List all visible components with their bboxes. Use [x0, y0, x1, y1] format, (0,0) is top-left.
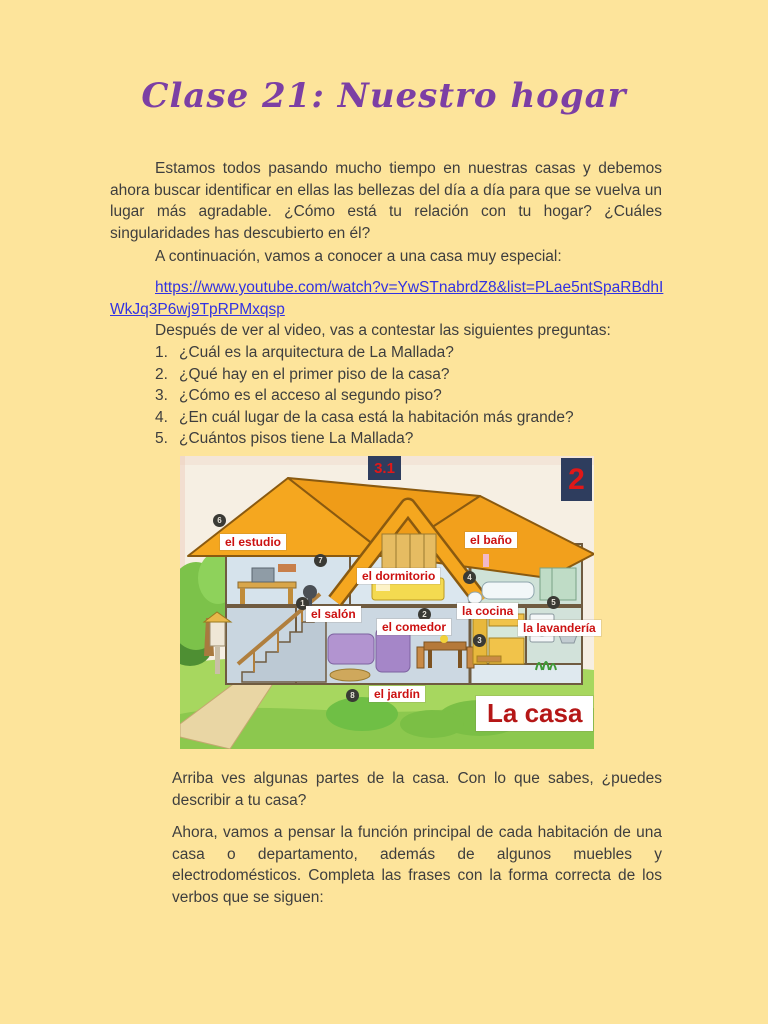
video-lead-paragraph: A continuación, vamos a conocer a una casa muy especial: — [155, 248, 562, 265]
figure-section-badge: 3.1 — [368, 456, 401, 480]
room-label-jardin: el jardín — [369, 686, 425, 702]
question-item — [155, 364, 665, 386]
room-number-marker: 7 — [314, 554, 327, 567]
question-item — [155, 428, 665, 450]
questions-lead-paragraph: Después de ver al video, vas a contestar las siguientes preguntas: — [155, 322, 611, 339]
intro-paragraph: Estamos todos pasando mucho tiempo en nuestras casas y debemos ahora buscar identificar en ellas las bellezas del día a día para que se vuelva un lugar más agradable. ¿Cómo está tu relación con tu hogar? ¿Cuáles singularidades has descubierto en él? — [110, 160, 662, 242]
room-label-bano: el baño — [465, 532, 517, 548]
question-text: ¿Qué hay en el primer piso de la casa? — [179, 365, 450, 383]
page-title: Clase 21: Nuestro hogar — [141, 76, 627, 116]
room-label-dormitorio: el dormitorio — [357, 568, 440, 584]
room-label-cocina: la cocina — [457, 603, 518, 619]
question-text: ¿Cuántos pisos tiene La Mallada? — [179, 430, 414, 447]
room-label-estudio: el estudio — [220, 534, 286, 550]
room-number-marker: 1 — [296, 597, 309, 610]
video-link-block — [110, 277, 666, 321]
questions-list — [155, 342, 665, 450]
question-number: 2. — [155, 365, 168, 383]
after-image-paragraph-2: Ahora, vamos a pensar la función principal de cada habitación de una casa o departamento, además de algunos muebles y electrodomésticos. Completa las frases con la forma correcta de los verbos que se siguen: — [172, 824, 662, 906]
question-item — [155, 385, 665, 407]
room-label-comedor: el comedor — [377, 619, 451, 635]
question-number: 5. — [155, 430, 168, 447]
room-number-marker: 5 — [547, 596, 560, 609]
room-number-marker: 3 — [473, 634, 486, 647]
room-number-marker: 6 — [213, 514, 226, 527]
room-label-salon: el salón — [306, 606, 361, 622]
figure-caption: La casa — [476, 696, 593, 731]
question-text: ¿Cuál es la arquitectura de La Mallada? — [179, 344, 454, 361]
question-item — [155, 342, 665, 364]
room-label-lavanderia: la lavandería — [518, 620, 601, 636]
room-number-marker: 4 — [463, 571, 476, 584]
figure-page-number-badge: 2 — [561, 458, 592, 501]
question-number: 1. — [155, 344, 168, 361]
question-text: ¿Cómo es el acceso al segundo piso? — [179, 387, 442, 404]
question-item — [155, 407, 665, 429]
room-number-marker: 8 — [346, 689, 359, 702]
room-number-marker: 2 — [418, 608, 431, 621]
bedroom-furniture — [372, 534, 444, 600]
question-number: 3. — [155, 387, 168, 404]
house-figure — [180, 456, 594, 749]
youtube-link[interactable]: https://www.youtube.com/watch?v=YwSTnabrdZ8&list=PLae5ntSpaRBdhIWkJq3P6wj9TpRPMxqsp — [110, 279, 664, 318]
question-text: ¿En cuál lugar de la casa está la habitación más grande? — [179, 408, 574, 426]
question-number: 4. — [155, 408, 168, 426]
after-image-paragraph-1: Arriba ves algunas partes de la casa. Con lo que sabes, ¿puedes describir a tu casa? — [172, 770, 662, 809]
